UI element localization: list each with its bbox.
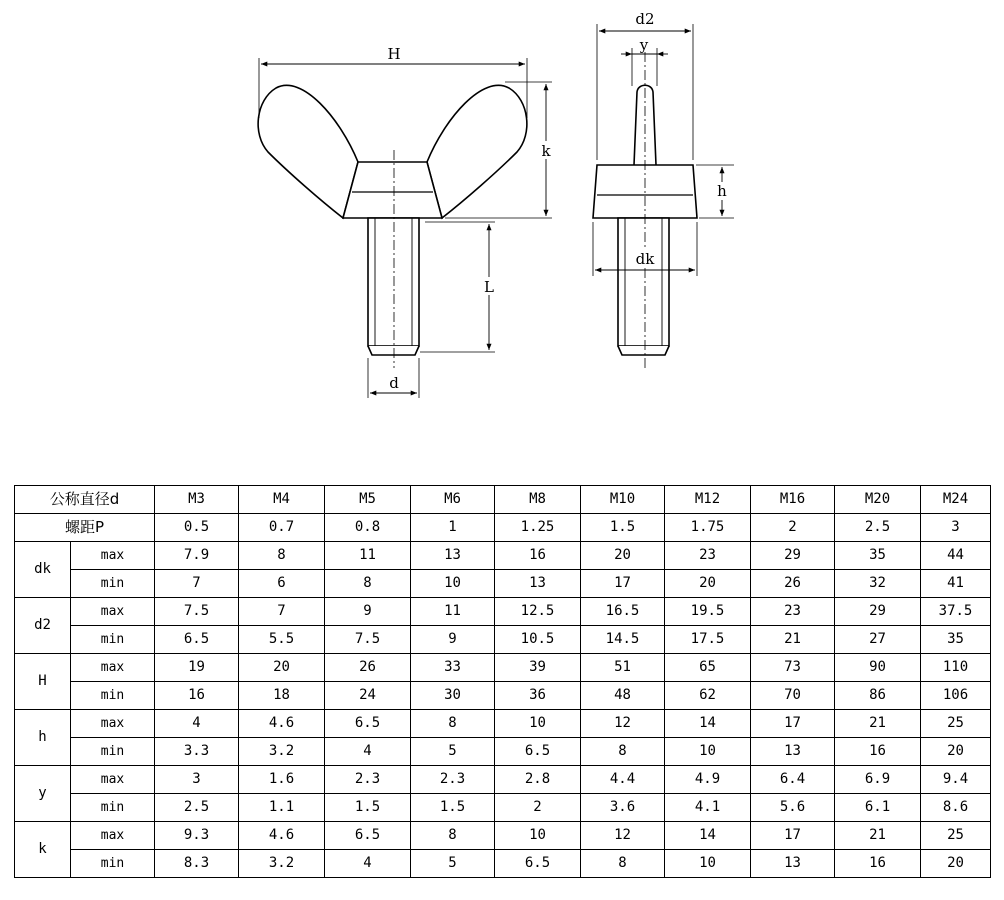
pitch-cell: 1.5 bbox=[581, 514, 665, 542]
value-cell: 7.5 bbox=[325, 626, 411, 654]
table-row bbox=[15, 710, 991, 738]
value-cell: 37.5 bbox=[921, 598, 991, 626]
min-label: min bbox=[71, 794, 155, 822]
value-cell: 4.1 bbox=[665, 794, 751, 822]
value-cell: 20 bbox=[921, 738, 991, 766]
value-cell: 90 bbox=[835, 654, 921, 682]
value-cell: 20 bbox=[581, 542, 665, 570]
value-cell: 39 bbox=[495, 654, 581, 682]
side-shank bbox=[618, 218, 669, 346]
table-row bbox=[15, 542, 991, 570]
value-cell: 16 bbox=[495, 542, 581, 570]
value-cell: 16 bbox=[835, 850, 921, 878]
param-name-H: H bbox=[15, 654, 71, 710]
value-cell: 10.5 bbox=[495, 626, 581, 654]
value-cell: 17 bbox=[751, 822, 835, 850]
param-name-d2: d2 bbox=[15, 598, 71, 654]
value-cell: 6 bbox=[239, 570, 325, 598]
value-cell: 14.5 bbox=[581, 626, 665, 654]
table-row bbox=[15, 654, 991, 682]
value-cell: 10 bbox=[411, 570, 495, 598]
value-cell: 73 bbox=[751, 654, 835, 682]
size-header: M5 bbox=[325, 486, 411, 514]
value-cell: 1.5 bbox=[325, 794, 411, 822]
value-cell: 5 bbox=[411, 738, 495, 766]
value-cell: 6.9 bbox=[835, 766, 921, 794]
value-cell: 9 bbox=[325, 598, 411, 626]
table-row bbox=[15, 822, 991, 850]
value-cell: 16.5 bbox=[581, 598, 665, 626]
value-cell: 33 bbox=[411, 654, 495, 682]
value-cell: 3.2 bbox=[239, 738, 325, 766]
value-cell: 29 bbox=[835, 598, 921, 626]
side-view bbox=[593, 24, 734, 368]
table-row bbox=[15, 850, 991, 878]
value-cell: 4 bbox=[325, 738, 411, 766]
value-cell: 9 bbox=[411, 626, 495, 654]
max-label: max bbox=[71, 766, 155, 794]
pitch-cell: 0.5 bbox=[155, 514, 239, 542]
value-cell: 13 bbox=[495, 570, 581, 598]
value-cell: 6.1 bbox=[835, 794, 921, 822]
pitch-cell: 3 bbox=[921, 514, 991, 542]
max-label: max bbox=[71, 654, 155, 682]
table-row bbox=[15, 738, 991, 766]
value-cell: 32 bbox=[835, 570, 921, 598]
value-cell: 8 bbox=[581, 850, 665, 878]
pitch-cell: 1.75 bbox=[665, 514, 751, 542]
value-cell: 44 bbox=[921, 542, 991, 570]
pitch-cell: 0.7 bbox=[239, 514, 325, 542]
value-cell: 23 bbox=[665, 542, 751, 570]
label-y: y bbox=[639, 36, 649, 54]
max-label: max bbox=[71, 710, 155, 738]
table-row bbox=[15, 598, 991, 626]
min-label: min bbox=[71, 850, 155, 878]
value-cell: 8 bbox=[411, 822, 495, 850]
pitch-cell: 1 bbox=[411, 514, 495, 542]
value-cell: 1.6 bbox=[239, 766, 325, 794]
value-cell: 10 bbox=[665, 738, 751, 766]
value-cell: 10 bbox=[665, 850, 751, 878]
pitch-cell: 2 bbox=[751, 514, 835, 542]
value-cell: 35 bbox=[835, 542, 921, 570]
size-header: M20 bbox=[835, 486, 921, 514]
value-cell: 8 bbox=[325, 570, 411, 598]
value-cell: 4.9 bbox=[665, 766, 751, 794]
value-cell: 12 bbox=[581, 822, 665, 850]
value-cell: 17 bbox=[581, 570, 665, 598]
value-cell: 3.6 bbox=[581, 794, 665, 822]
value-cell: 12.5 bbox=[495, 598, 581, 626]
value-cell: 6.5 bbox=[325, 710, 411, 738]
value-cell: 21 bbox=[751, 626, 835, 654]
value-cell: 7.9 bbox=[155, 542, 239, 570]
size-header: M3 bbox=[155, 486, 239, 514]
value-cell: 9.4 bbox=[921, 766, 991, 794]
value-cell: 7 bbox=[155, 570, 239, 598]
value-cell: 11 bbox=[411, 598, 495, 626]
value-cell: 8.6 bbox=[921, 794, 991, 822]
value-cell: 13 bbox=[751, 850, 835, 878]
value-cell: 70 bbox=[751, 682, 835, 710]
min-label: min bbox=[71, 570, 155, 598]
value-cell: 7 bbox=[239, 598, 325, 626]
value-cell: 5.5 bbox=[239, 626, 325, 654]
value-cell: 12 bbox=[581, 710, 665, 738]
value-cell: 2.3 bbox=[411, 766, 495, 794]
value-cell: 3.2 bbox=[239, 850, 325, 878]
param-name-k: k bbox=[15, 822, 71, 878]
dimension-table bbox=[14, 485, 991, 878]
max-label: max bbox=[71, 598, 155, 626]
value-cell: 20 bbox=[665, 570, 751, 598]
table-row bbox=[15, 794, 991, 822]
value-cell: 8 bbox=[411, 710, 495, 738]
min-label: min bbox=[71, 682, 155, 710]
value-cell: 6.5 bbox=[155, 626, 239, 654]
value-cell: 3 bbox=[155, 766, 239, 794]
value-cell: 16 bbox=[155, 682, 239, 710]
label-L: L bbox=[484, 278, 494, 296]
size-header: M4 bbox=[239, 486, 325, 514]
label-h: h bbox=[717, 182, 727, 200]
value-cell: 26 bbox=[751, 570, 835, 598]
value-cell: 2 bbox=[495, 794, 581, 822]
value-cell: 86 bbox=[835, 682, 921, 710]
value-cell: 30 bbox=[411, 682, 495, 710]
param-name-y: y bbox=[15, 766, 71, 822]
right-wing bbox=[427, 85, 527, 218]
pitch-cell: 0.8 bbox=[325, 514, 411, 542]
value-cell: 35 bbox=[921, 626, 991, 654]
value-cell: 5.6 bbox=[751, 794, 835, 822]
table-row bbox=[15, 570, 991, 598]
value-cell: 2.5 bbox=[155, 794, 239, 822]
param-name-h: h bbox=[15, 710, 71, 766]
value-cell: 65 bbox=[665, 654, 751, 682]
value-cell: 8.3 bbox=[155, 850, 239, 878]
value-cell: 1.5 bbox=[411, 794, 495, 822]
value-cell: 21 bbox=[835, 710, 921, 738]
value-cell: 19.5 bbox=[665, 598, 751, 626]
value-cell: 10 bbox=[495, 822, 581, 850]
value-cell: 14 bbox=[665, 710, 751, 738]
value-cell: 9.3 bbox=[155, 822, 239, 850]
value-cell: 4.4 bbox=[581, 766, 665, 794]
label-k: k bbox=[541, 142, 551, 160]
value-cell: 24 bbox=[325, 682, 411, 710]
size-header: M8 bbox=[495, 486, 581, 514]
value-cell: 19 bbox=[155, 654, 239, 682]
value-cell: 62 bbox=[665, 682, 751, 710]
min-label: min bbox=[71, 738, 155, 766]
value-cell: 6.5 bbox=[325, 822, 411, 850]
value-cell: 4.6 bbox=[239, 710, 325, 738]
value-cell: 29 bbox=[751, 542, 835, 570]
value-cell: 20 bbox=[921, 850, 991, 878]
value-cell: 25 bbox=[921, 710, 991, 738]
value-cell: 21 bbox=[835, 822, 921, 850]
label-H: H bbox=[387, 45, 401, 63]
value-cell: 2.3 bbox=[325, 766, 411, 794]
label-d2: d2 bbox=[635, 10, 655, 28]
table-row bbox=[15, 514, 991, 542]
value-cell: 25 bbox=[921, 822, 991, 850]
value-cell: 110 bbox=[921, 654, 991, 682]
value-cell: 26 bbox=[325, 654, 411, 682]
value-cell: 17 bbox=[751, 710, 835, 738]
value-cell: 16 bbox=[835, 738, 921, 766]
value-cell: 6.4 bbox=[751, 766, 835, 794]
front-view bbox=[258, 58, 552, 398]
value-cell: 23 bbox=[751, 598, 835, 626]
size-header: M6 bbox=[411, 486, 495, 514]
hub bbox=[343, 162, 442, 218]
value-cell: 7.5 bbox=[155, 598, 239, 626]
pitch-cell: 2.5 bbox=[835, 514, 921, 542]
size-header: M24 bbox=[921, 486, 991, 514]
value-cell: 3.3 bbox=[155, 738, 239, 766]
param-name-dk: dk bbox=[15, 542, 71, 598]
left-wing bbox=[258, 85, 358, 218]
label-dk: dk bbox=[635, 250, 655, 268]
value-cell: 27 bbox=[835, 626, 921, 654]
value-cell: 13 bbox=[751, 738, 835, 766]
table-header-row bbox=[15, 486, 991, 514]
value-cell: 2.8 bbox=[495, 766, 581, 794]
value-cell: 8 bbox=[581, 738, 665, 766]
max-label: max bbox=[71, 822, 155, 850]
table-row bbox=[15, 766, 991, 794]
value-cell: 51 bbox=[581, 654, 665, 682]
value-cell: 17.5 bbox=[665, 626, 751, 654]
value-cell: 11 bbox=[325, 542, 411, 570]
size-header: M10 bbox=[581, 486, 665, 514]
table-row bbox=[15, 626, 991, 654]
value-cell: 13 bbox=[411, 542, 495, 570]
value-cell: 18 bbox=[239, 682, 325, 710]
shank bbox=[368, 218, 419, 346]
size-header: M16 bbox=[751, 486, 835, 514]
label-d: d bbox=[389, 374, 399, 392]
value-cell: 106 bbox=[921, 682, 991, 710]
max-label: max bbox=[71, 542, 155, 570]
value-cell: 1.1 bbox=[239, 794, 325, 822]
size-header: M12 bbox=[665, 486, 751, 514]
table-row bbox=[15, 682, 991, 710]
min-label: min bbox=[71, 626, 155, 654]
nominal-diameter-label: 公称直径d bbox=[15, 486, 155, 514]
value-cell: 5 bbox=[411, 850, 495, 878]
value-cell: 36 bbox=[495, 682, 581, 710]
value-cell: 4 bbox=[155, 710, 239, 738]
value-cell: 6.5 bbox=[495, 850, 581, 878]
pitch-cell: 1.25 bbox=[495, 514, 581, 542]
value-cell: 10 bbox=[495, 710, 581, 738]
pitch-label: 螺距P bbox=[15, 514, 155, 542]
value-cell: 14 bbox=[665, 822, 751, 850]
value-cell: 41 bbox=[921, 570, 991, 598]
value-cell: 48 bbox=[581, 682, 665, 710]
value-cell: 6.5 bbox=[495, 738, 581, 766]
value-cell: 20 bbox=[239, 654, 325, 682]
value-cell: 8 bbox=[239, 542, 325, 570]
value-cell: 4 bbox=[325, 850, 411, 878]
value-cell: 4.6 bbox=[239, 822, 325, 850]
